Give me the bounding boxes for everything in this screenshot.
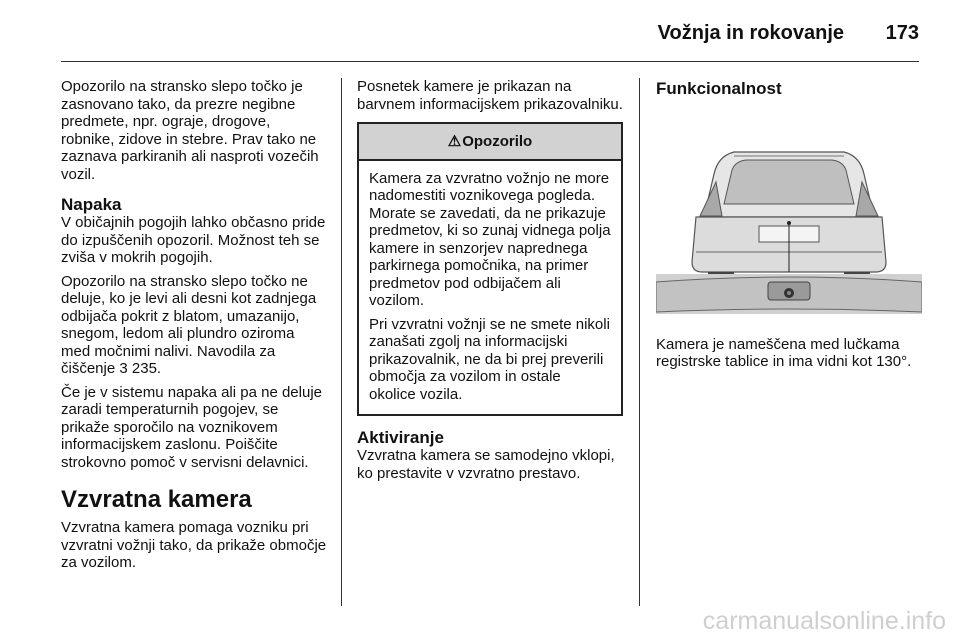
napaka-heading: Napaka [61,195,122,214]
paragraph: Opozorilo na stransko slepo točko je zasnovano tako, da prezre negibne predmete, npr. ograje, drogove, robnike, zidove in stebre. Prav tako ne zaznava parkiranih ali nasproti vozečih vozil. [61,78,319,183]
header-rule [61,61,919,62]
aktiviranje-heading: Aktiviranje [357,428,444,447]
warning-box [357,122,623,416]
rear-camera-figure [656,112,922,322]
warning-paragraph: Pri vzvratni vožnji se ne smete nikoli zanašati zgolj na informacijski prikazovalnik, ne da bi prej preverili območja za vozilom in ostale okolice vozila. [369,315,610,403]
paragraph: Vzvratna kamera se samodejno vklopi, ko prestavite v vzvratno prestavo. [357,447,615,482]
paragraph [61,273,327,378]
warning-body [359,161,621,415]
warning-triangle-icon: ⚠ [447,133,462,150]
watermark-text: carmanualsonline.info [702,607,946,635]
paragraph-text: Opozorilo na stransko slepo točko ne deluje, ko je levi ali desni kot zadnjega odbijača pokrit z blatom, umazanijo, snegom, ledom ali plundro oziroma med močnimi nalivi. Navodila za čiščenje [61,272,317,377]
paragraph: Vzvratna kamera pomaga vozniku pri vzvratni vožnji tako, da prikaže območje za vozilom. [61,519,327,571]
paragraph: Če je v sistemu napaka ali pa ne deluje zaradi temperaturnih pogojev, se prikaže sporočilo na voznikovem informacijskem zaslonu. Poiščite strokovno pomoč v servisni delavnici. [61,383,322,471]
warning-title: Opozorilo [462,133,533,150]
page-header-title: Vožnja in rokovanje [657,22,844,44]
column-1 [61,78,327,578]
warning-header [359,124,621,161]
car-rear-camera-illustration [656,112,922,322]
paragraph: V običajnih pogojih lahko občasno pride do izpuščenih opozoril. Možnost teh se zviša v mokrih pogojih. [61,214,326,266]
warning-paragraph: Kamera za vzvratno vožnjo ne more nadomestiti voznikovega pogleda. Morate se zavedati, da ne prikazuje predmetov, ki so zunaj vidnega polja kamere in senzorjev naprednega parkirnega pomočnika, na primer predmetov pod odbijačem ali vozilom. [369,169,611,309]
paragraph: Kamera je nameščena med lučkama registrske tablice in ima vidni kot 130°. [656,335,912,370]
functionality-heading: Funkcionalnost [656,79,782,98]
paragraph: Posnetek kamere je prikazan na barvnem informacijskem prikazovalniku. [357,78,623,113]
page-number: 173 [885,22,919,44]
page-reference-link[interactable]: 3 235. [119,360,162,377]
column-3 [656,78,922,377]
column-2 [357,78,623,488]
section-heading-rear-camera: Vzvratna kamera [61,486,252,513]
column-divider-1 [341,78,342,606]
column-divider-2 [639,78,640,606]
